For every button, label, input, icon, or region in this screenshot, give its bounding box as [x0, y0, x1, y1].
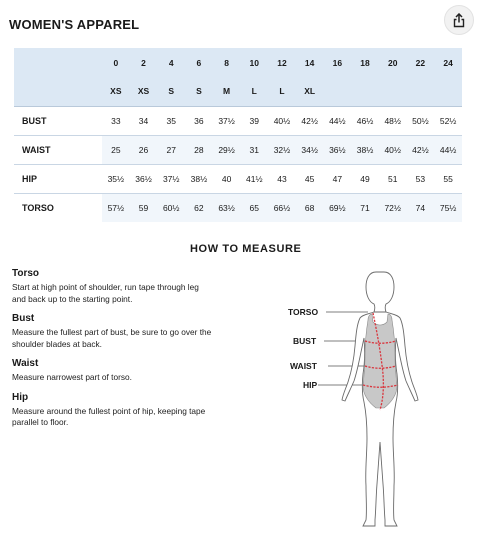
table-cell: 38½	[185, 164, 213, 193]
table-cell: 62	[185, 193, 213, 222]
table-cell: 72½	[379, 193, 407, 222]
size-number: 0	[102, 48, 130, 77]
table-cell: 36	[185, 106, 213, 135]
measure-instructions	[12, 268, 212, 437]
row-label: TORSO	[14, 193, 102, 222]
table-cell: 33	[102, 106, 130, 135]
size-number: 4	[157, 48, 185, 77]
table-cell: 25	[102, 135, 130, 164]
instruction-text: Measure the fullest part of bust, be sure to go over the shoulder blades at back.	[12, 327, 212, 349]
size-number: 24	[434, 48, 462, 77]
page-title: WOMEN'S APPAREL	[9, 17, 140, 32]
instruction-title: Hip	[12, 391, 29, 403]
size-letter: XL	[296, 77, 324, 106]
table-cell: 38½	[351, 135, 379, 164]
table-cell: 37½	[157, 164, 185, 193]
instruction-title: Waist	[12, 358, 39, 369]
table-row-waist	[14, 135, 462, 164]
size-letter: XS	[102, 77, 130, 106]
table-cell: 68	[296, 193, 324, 222]
table-cell: 60½	[157, 193, 185, 222]
size-number: 8	[213, 48, 241, 77]
instruction-title: Bust	[12, 313, 35, 324]
table-row-hip	[14, 164, 462, 193]
table-cell: 59	[130, 193, 158, 222]
size-number: 16	[324, 48, 352, 77]
hip-label: HIP	[303, 380, 318, 390]
table-cell: 52½	[434, 106, 462, 135]
table-cell: 44½	[324, 106, 352, 135]
table-cell: 47	[324, 164, 352, 193]
table-cell: 42½	[407, 135, 435, 164]
size-letter: L	[268, 77, 296, 106]
table-cell: 43	[268, 164, 296, 193]
table-cell: 31	[240, 135, 268, 164]
table-cell: 35½	[102, 164, 130, 193]
woman-silhouette	[280, 262, 460, 537]
table-cell: 65	[240, 193, 268, 222]
size-number: 20	[379, 48, 407, 77]
instruction-torso	[12, 268, 212, 305]
size-letter: S	[157, 77, 185, 106]
size-letter: XS	[130, 77, 158, 106]
table-cell: 46½	[351, 106, 379, 135]
table-row-torso	[14, 193, 462, 222]
share-button[interactable]	[444, 5, 474, 35]
size-letter-row	[14, 77, 462, 106]
instruction-bust	[12, 313, 212, 350]
row-label: BUST	[14, 106, 102, 135]
table-cell: 50½	[407, 106, 435, 135]
table-cell: 35	[157, 106, 185, 135]
garment	[363, 314, 397, 408]
table-cell: 45	[296, 164, 324, 193]
table-cell: 63½	[213, 193, 241, 222]
table-cell: 44½	[434, 135, 462, 164]
table-cell: 29½	[213, 135, 241, 164]
size-number: 22	[407, 48, 435, 77]
torso-label: TORSO	[288, 307, 319, 317]
table-cell: 66½	[268, 193, 296, 222]
size-letter: M	[213, 77, 241, 106]
table-cell: 74	[407, 193, 435, 222]
size-number: 12	[268, 48, 296, 77]
table-cell: 39	[240, 106, 268, 135]
table-cell: 28	[185, 135, 213, 164]
bust-label: BUST	[293, 336, 317, 346]
header-corner	[14, 48, 102, 77]
table-cell: 48½	[379, 106, 407, 135]
size-number: 18	[351, 48, 379, 77]
size-letter: S	[185, 77, 213, 106]
header-corner	[14, 77, 102, 106]
instruction-waist	[12, 358, 212, 384]
size-number: 10	[240, 48, 268, 77]
table-cell: 41½	[240, 164, 268, 193]
table-cell: 53	[407, 164, 435, 193]
instruction-hip	[12, 392, 212, 429]
table-cell: 57½	[102, 193, 130, 222]
size-letter	[434, 77, 462, 106]
table-cell: 27	[157, 135, 185, 164]
size-number: 6	[185, 48, 213, 77]
table-cell: 42½	[296, 106, 324, 135]
instruction-text: Measure around the fullest point of hip, keeping tape parallel to floor.	[12, 405, 206, 427]
waist-label: WAIST	[290, 361, 317, 371]
size-letter	[407, 77, 435, 106]
table-cell: 37½	[213, 106, 241, 135]
size-letter: L	[240, 77, 268, 106]
size-letter	[379, 77, 407, 106]
size-chart-table	[14, 48, 462, 222]
row-label: WAIST	[14, 135, 102, 164]
row-label: HIP	[14, 164, 102, 193]
instruction-text: Start at high point of shoulder, run tape through leg and back up to the starting point.	[12, 282, 199, 304]
table-row-bust	[14, 106, 462, 135]
size-letter	[324, 77, 352, 106]
measurement-figure	[280, 262, 460, 537]
instruction-text: Measure narrowest part of torso.	[12, 372, 132, 382]
instruction-title: Torso	[12, 268, 40, 279]
table-cell: 36½	[130, 164, 158, 193]
table-cell: 49	[351, 164, 379, 193]
table-cell: 71	[351, 193, 379, 222]
table-cell: 55	[434, 164, 462, 193]
table-cell: 32½	[268, 135, 296, 164]
table-cell: 40½	[268, 106, 296, 135]
how-to-measure-title: HOW TO MEASURE	[190, 243, 302, 255]
table-cell: 75½	[434, 193, 462, 222]
table-cell: 69½	[324, 193, 352, 222]
table-cell: 40	[213, 164, 241, 193]
table-cell: 51	[379, 164, 407, 193]
size-letter	[351, 77, 379, 106]
table-cell: 34½	[296, 135, 324, 164]
table-cell: 36½	[324, 135, 352, 164]
share-icon	[452, 13, 466, 28]
table-cell: 26	[130, 135, 158, 164]
table-cell: 40½	[379, 135, 407, 164]
table-cell: 34	[130, 106, 158, 135]
size-number: 14	[296, 48, 324, 77]
size-number: 2	[130, 48, 158, 77]
size-number-row	[14, 48, 462, 77]
